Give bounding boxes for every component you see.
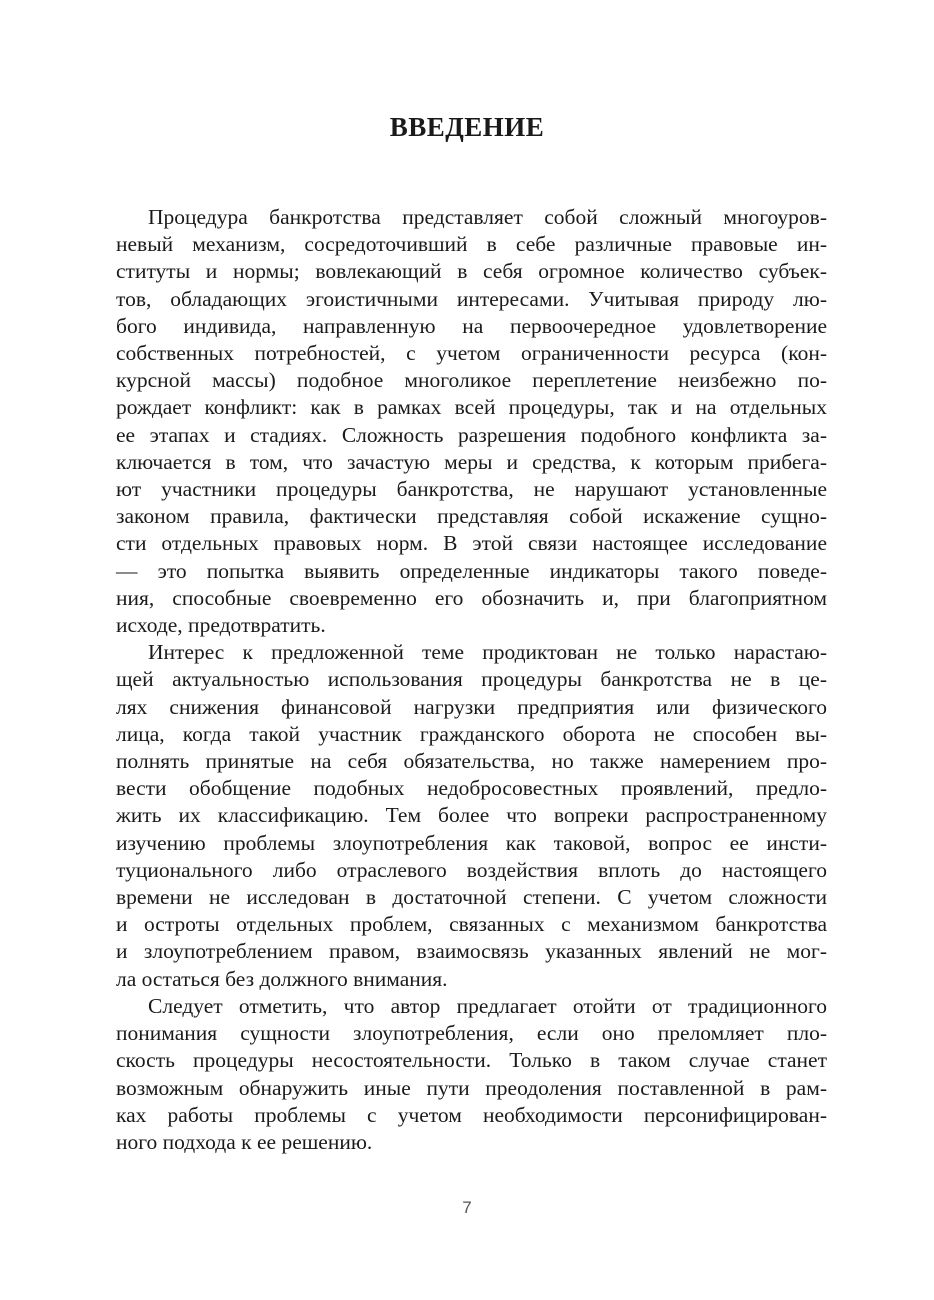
page-number: 7	[462, 1198, 472, 1217]
text-line: возможным обнаружить иные пути преодоления поставленной в рам-	[116, 1075, 827, 1100]
text-line: лях снижения финансовой нагрузки предприятия или физического	[116, 694, 827, 719]
text-line: ного подхода к ее решению.	[116, 1129, 373, 1154]
text-line: скость процедуры несостоятельности. Только в таком случае станет	[116, 1048, 827, 1073]
text-line: ла остаться без должного внимания.	[116, 966, 448, 991]
text-line: ют участники процедуры банкротства, не нарушают установленные	[116, 477, 827, 502]
text-line: ках работы проблемы с учетом необходимости персонифицирован-	[116, 1102, 827, 1127]
paragraph	[116, 993, 827, 1156]
text-line: и злоупотреблением правом, взаимосвязь указанных явлений не мог-	[116, 939, 827, 964]
text-line: щей актуальностью использования процедуры банкротства не в це-	[116, 667, 827, 692]
text-line: и остроты отдельных проблем, связанных с механизмом банкротства	[116, 912, 827, 937]
text-line: Процедура банкротства представляет собой сложный многоуров-	[148, 205, 827, 229]
text-line: ее этапах и стадиях. Сложность разрешения подобного конфликта за-	[116, 422, 827, 447]
text-line: законом правила, фактически представляя собой искажение сущно-	[116, 504, 827, 529]
text-line: курсной массы) подобное многоликое переплетение неизбежно по-	[116, 368, 827, 393]
paragraph	[116, 639, 827, 993]
text-line: времени не исследован в достаточной степени. С учетом сложности	[116, 885, 827, 910]
text-line: лица, когда такой участник гражданского оборота не способен вы-	[116, 721, 827, 746]
chapter-title: ВВЕДЕНИЕ	[389, 112, 545, 142]
paragraph	[116, 204, 827, 639]
text-line: полнять принятые на себя обязательства, но также намерением про-	[116, 749, 827, 774]
text-line: изучению проблемы злоупотребления как таковой, вопрос ее инсти-	[116, 830, 827, 855]
text-line: туционального либо отраслевого воздействия вплоть до настоящего	[116, 857, 827, 882]
text-line: понимания сущности злоупотребления, если оно преломляет пло-	[116, 1021, 827, 1046]
text-line: ституты и нормы; вовлекающий в себя огромное количество субъек-	[116, 259, 827, 284]
text-line: собственных потребностей, с учетом ограниченности ресурса (кон-	[116, 341, 827, 366]
text-line: ключается в том, что зачастую меры и средства, к которым прибега-	[116, 449, 827, 474]
text-line: жить их классификацию. Тем более что вопреки распространенному	[116, 803, 827, 828]
body-text	[116, 204, 827, 1156]
text-line: бого индивида, направленную на первоочередное удовлетворение	[116, 313, 827, 338]
text-line: — это попытка выявить определенные индикаторы такого поведе-	[116, 558, 827, 583]
text-line: невый механизм, сосредоточивший в себе различные правовые ин-	[116, 232, 827, 257]
text-line: рождает конфликт: как в рамках всей процедуры, так и на отдельных	[116, 395, 827, 420]
text-line: Следует отметить, что автор предлагает отойти от традиционного	[148, 993, 827, 1018]
text-line: сти отдельных правовых норм. В этой связи настоящее исследование	[116, 531, 827, 556]
text-line: тов, обладающих эгоистичными интересами. Учитывая природу лю-	[116, 286, 827, 311]
text-line: Интерес к предложенной теме продиктован не только нарастаю-	[148, 640, 827, 665]
text-line: ния, способные своевременно его обозначить и, при благоприятном	[116, 585, 827, 610]
text-line: вести обобщение подобных недобросовестных проявлений, предло-	[116, 776, 827, 801]
text-line: исходе, предотвратить.	[116, 613, 326, 638]
